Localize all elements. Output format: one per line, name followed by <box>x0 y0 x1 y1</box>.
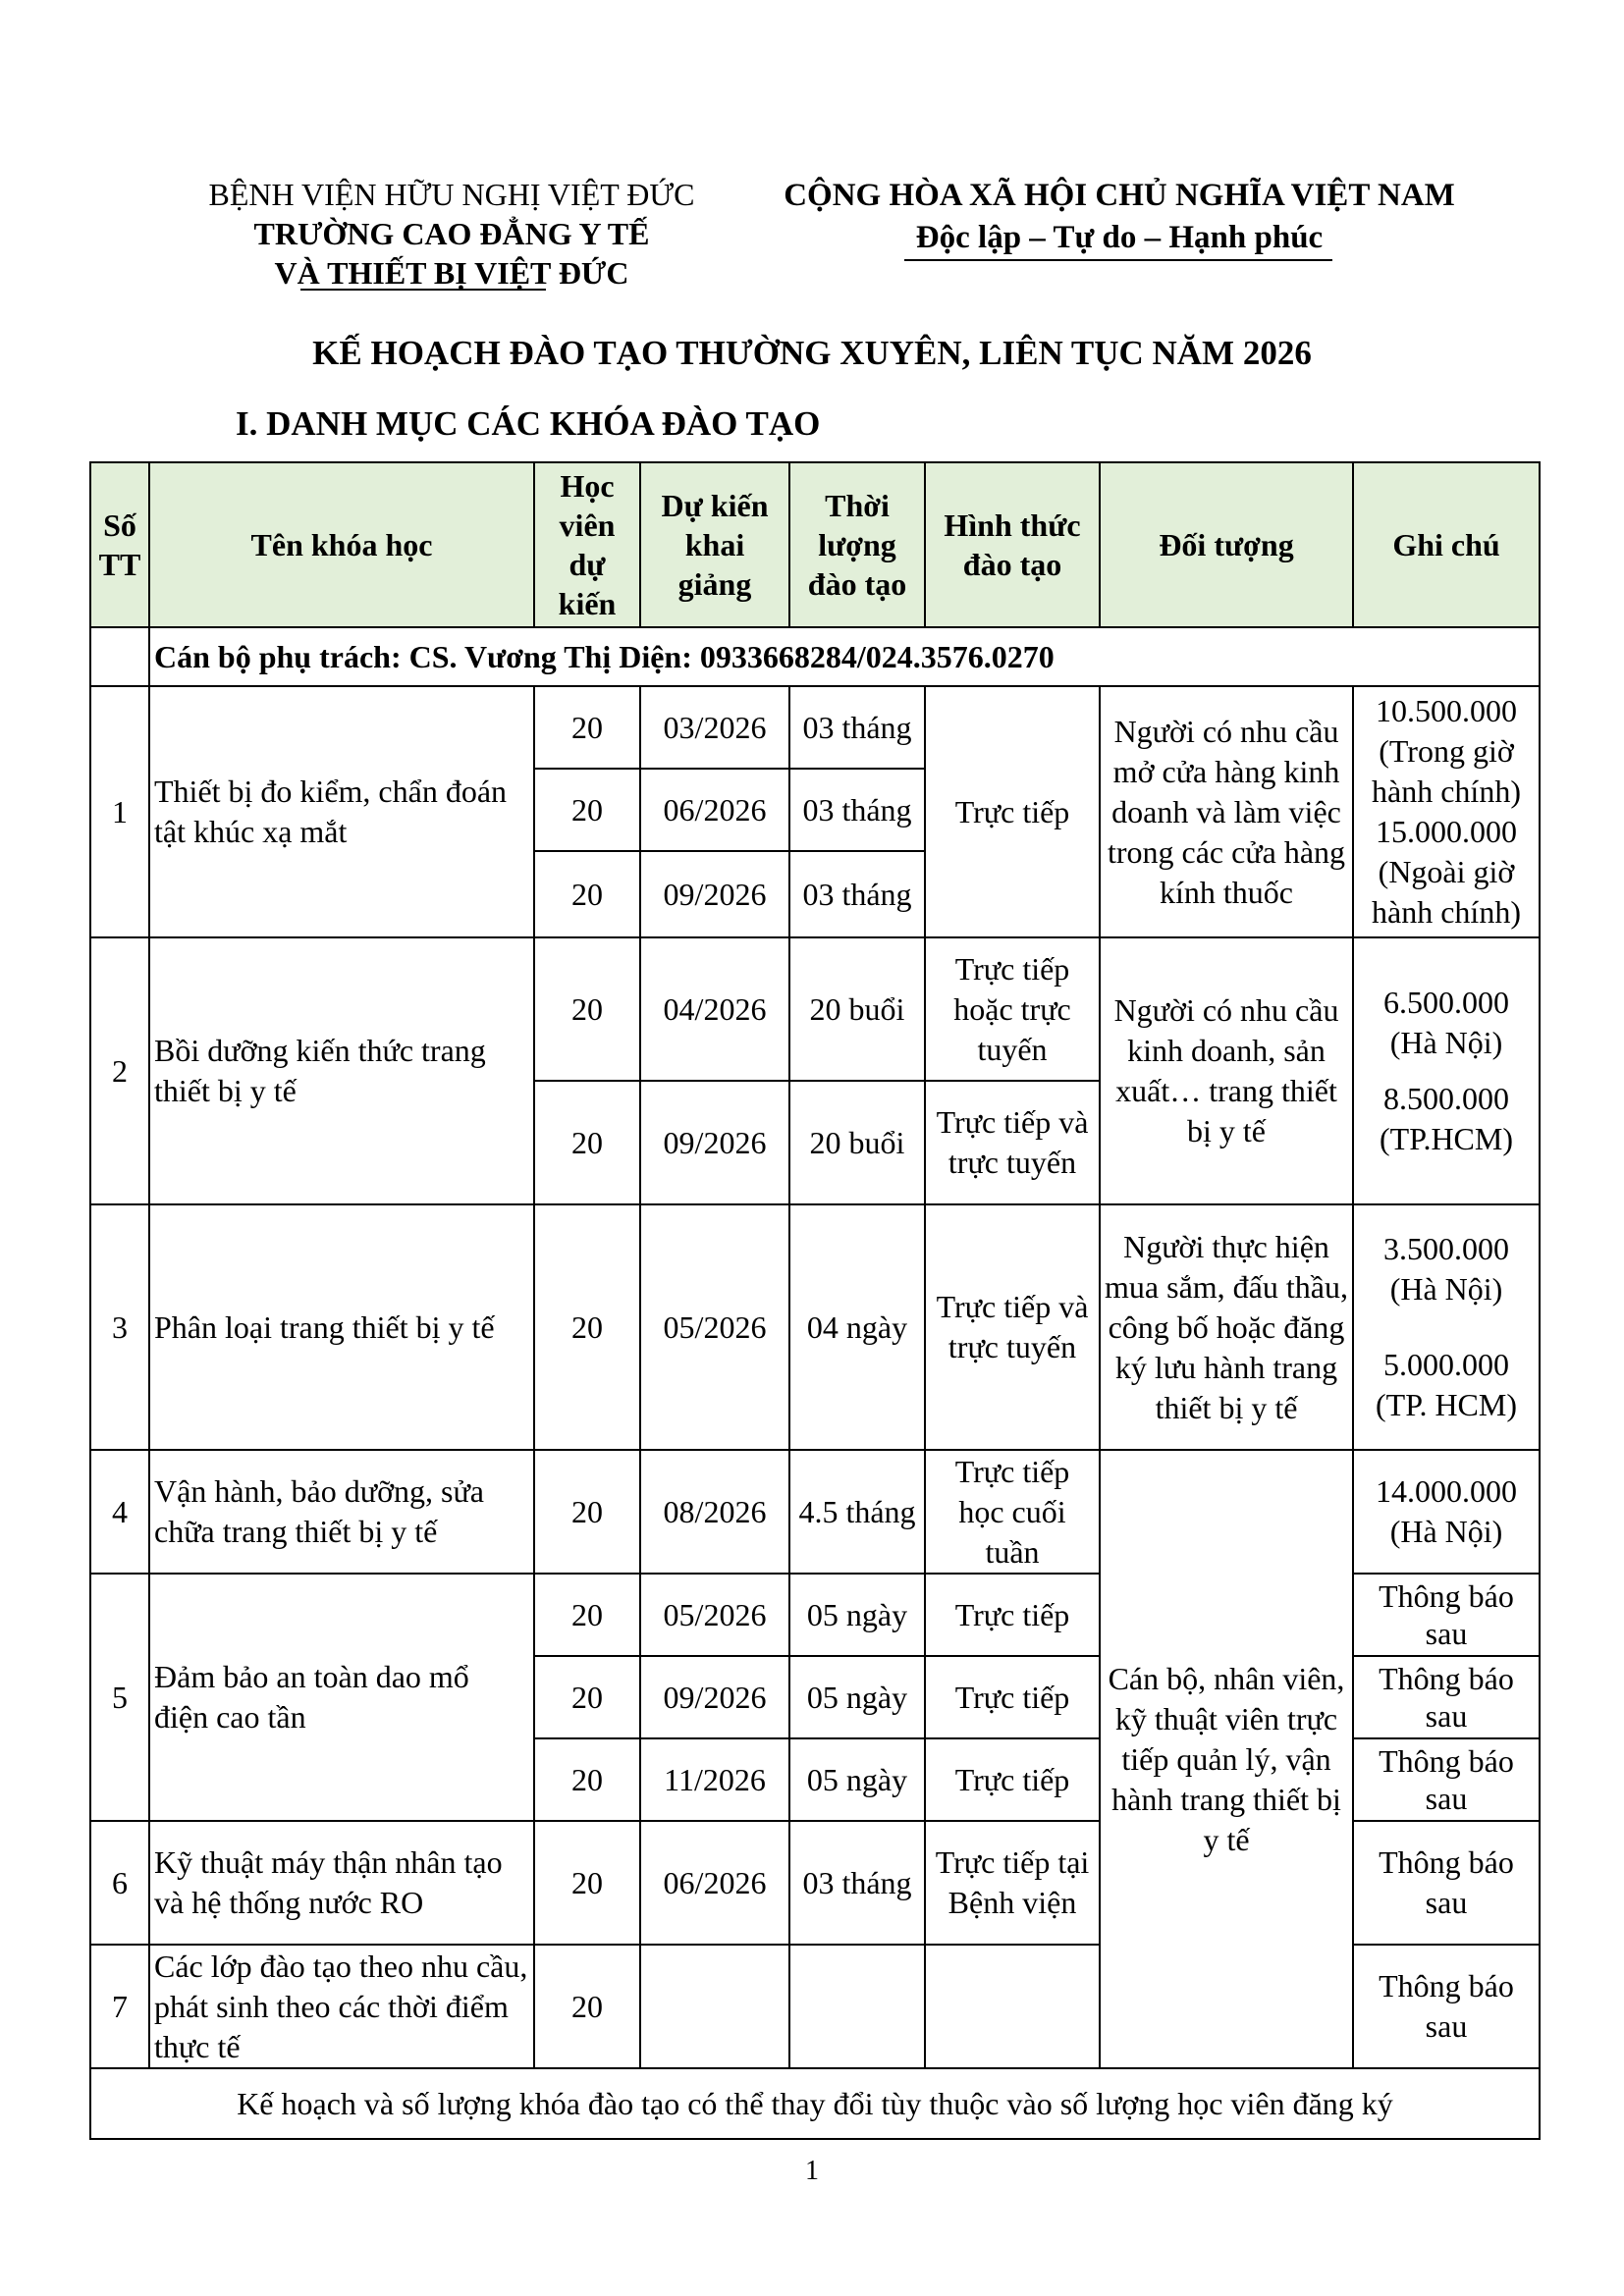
format-cell: Trực tiếp và trực tuyến <box>925 1081 1100 1204</box>
note-line: 8.500.000 (TP.HCM) <box>1379 1081 1513 1156</box>
start-cell: 06/2026 <box>640 769 789 851</box>
course-stt: 1 <box>90 686 149 937</box>
country-name: CỘNG HÒA XÃ HỘI CHỦ NGHĨA VIỆT NAM <box>784 178 1455 213</box>
duration-cell: 03 tháng <box>789 851 925 937</box>
format-cell: Trực tiếp <box>925 1574 1100 1656</box>
course-name: Bồi dưỡng kiến thức trang thiết bị y tế <box>149 937 534 1204</box>
table-header-row <box>90 462 1540 627</box>
course-stt: 6 <box>90 1821 149 1945</box>
students-cell: 20 <box>534 937 640 1081</box>
responsible-row <box>90 627 1540 686</box>
duration-cell: 05 ngày <box>789 1574 925 1656</box>
start-cell: 09/2026 <box>640 1656 789 1738</box>
students-cell: 20 <box>534 686 640 769</box>
format-cell: Trực tiếp học cuối tuần <box>925 1450 1100 1574</box>
format-cell: Trực tiếp hoặc trực tuyến <box>925 937 1100 1081</box>
col-header-note: Ghi chú <box>1353 462 1540 627</box>
students-cell: 20 <box>534 1738 640 1821</box>
students-cell: 20 <box>534 1081 640 1204</box>
duration-cell: 04 ngày <box>789 1204 925 1450</box>
duration-cell: 03 tháng <box>789 1821 925 1945</box>
students-cell: 20 <box>534 1204 640 1450</box>
duration-cell: 4.5 tháng <box>789 1450 925 1574</box>
format-cell: Trực tiếp <box>925 686 1100 937</box>
students-cell: 20 <box>534 1821 640 1945</box>
col-header-course: Tên khóa học <box>149 462 534 627</box>
students-cell: 20 <box>534 1945 640 2068</box>
course-stt: 3 <box>90 1204 149 1450</box>
duration-cell: 03 tháng <box>789 769 925 851</box>
note-cell <box>1353 937 1540 1204</box>
course-table <box>89 461 1541 2140</box>
students-cell: 20 <box>534 1656 640 1738</box>
duration-cell: 03 tháng <box>789 686 925 769</box>
course-name: Thiết bị đo kiểm, chẩn đoán tật khúc xạ mắt <box>149 686 534 937</box>
format-cell: Trực tiếp và trực tuyến <box>925 1204 1100 1450</box>
start-cell: 09/2026 <box>640 851 789 937</box>
format-cell: Trực tiếp <box>925 1738 1100 1821</box>
start-cell: 05/2026 <box>640 1574 789 1656</box>
start-cell: 04/2026 <box>640 937 789 1081</box>
note-cell: 10.500.000 (Trong giờ hành chính) 15.000.000 (Ngoài giờ hành chính) <box>1353 686 1540 937</box>
students-cell: 20 <box>534 1450 640 1574</box>
table-row <box>90 937 1540 1081</box>
college-name-line2: VÀ THIẾT BỊ VIỆT ĐỨC <box>274 255 629 291</box>
table-row <box>90 1450 1540 1574</box>
students-cell: 20 <box>534 851 640 937</box>
course-name: Vận hành, bảo dưỡng, sửa chữa trang thiết bị y tế <box>149 1450 534 1574</box>
course-stt: 5 <box>90 1574 149 1821</box>
note-cell: 14.000.000 (Hà Nội) <box>1353 1450 1540 1574</box>
section-title: I. DANH MỤC CÁC KHÓA ĐÀO TẠO <box>236 404 821 443</box>
duration-cell <box>789 1945 925 2068</box>
duration-cell: 05 ngày <box>789 1656 925 1738</box>
note-line: 3.500.000 (Hà Nội) <box>1383 1231 1509 1307</box>
duration-cell: 20 buổi <box>789 1081 925 1204</box>
course-name: Kỹ thuật máy thận nhân tạo và hệ thống nước RO <box>149 1821 534 1945</box>
format-cell <box>925 1945 1100 2068</box>
responsible-person: Cán bộ phụ trách: CS. Vương Thị Diện: 0933668284/024.3576.0270 <box>149 627 1540 686</box>
note-cell <box>1353 1204 1540 1450</box>
duration-cell: 05 ngày <box>789 1738 925 1821</box>
course-stt: 7 <box>90 1945 149 2068</box>
course-name: Đảm bảo an toàn dao mổ điện cao tần <box>149 1574 534 1821</box>
note-cell: Thông báo sau <box>1353 1738 1540 1821</box>
start-cell: 11/2026 <box>640 1738 789 1821</box>
students-cell: 20 <box>534 769 640 851</box>
col-header-start: Dự kiến khai giảng <box>640 462 789 627</box>
hospital-name: BỆNH VIỆN HỮU NGHỊ VIỆT ĐỨC <box>208 177 695 212</box>
start-cell <box>640 1945 789 2068</box>
note-cell: Thông báo sau <box>1353 1656 1540 1738</box>
duration-cell: 20 buổi <box>789 937 925 1081</box>
college-name-line1: TRƯỜNG CAO ĐẲNG Y TẾ <box>253 216 650 251</box>
note-line: 6.500.000 (Hà Nội) <box>1383 985 1509 1060</box>
note-cell: Thông báo sau <box>1353 1821 1540 1945</box>
col-header-students: Học viên dự kiến <box>534 462 640 627</box>
page-number: 1 <box>805 2156 819 2186</box>
header-left <box>177 175 727 293</box>
col-header-stt: Số TT <box>90 462 149 627</box>
document-title: KẾ HOẠCH ĐÀO TẠO THƯỜNG XUYÊN, LIÊN TỤC NĂM 2026 <box>312 334 1312 372</box>
course-name: Các lớp đào tạo theo nhu cầu, phát sinh theo các thời điểm thực tế <box>149 1945 534 2068</box>
note-cell: Thông báo sau <box>1353 1574 1540 1656</box>
format-cell: Trực tiếp <box>925 1656 1100 1738</box>
header-left-underline <box>300 289 546 291</box>
header-right-underline <box>904 259 1332 261</box>
table-row <box>90 686 1540 769</box>
audience-cell: Người có nhu cầu mở cửa hàng kinh doanh và làm việc trong các cửa hàng kính thuốc <box>1100 686 1353 937</box>
audience-cell: Cán bộ, nhân viên, kỹ thuật viên trực tiếp quản lý, vận hành trang thiết bị y tế <box>1100 1450 1353 2068</box>
start-cell: 06/2026 <box>640 1821 789 1945</box>
table-footer-note: Kế hoạch và số lượng khóa đào tạo có thể thay đổi tùy thuộc vào số lượng học viên đăng ký <box>90 2068 1540 2139</box>
note-cell: Thông báo sau <box>1353 1945 1540 2068</box>
students-cell: 20 <box>534 1574 640 1656</box>
start-cell: 03/2026 <box>640 686 789 769</box>
course-stt: 4 <box>90 1450 149 1574</box>
start-cell: 08/2026 <box>640 1450 789 1574</box>
note-line: 5.000.000 (TP. HCM) <box>1375 1347 1517 1422</box>
national-motto: Độc lập – Tự do – Hạnh phúc <box>915 220 1324 255</box>
footer-row <box>90 2068 1540 2139</box>
course-stt: 2 <box>90 937 149 1204</box>
audience-cell: Người có nhu cầu kinh doanh, sản xuất… trang thiết bị y tế <box>1100 937 1353 1204</box>
course-name: Phân loại trang thiết bị y tế <box>149 1204 534 1450</box>
audience-cell: Người thực hiện mua sắm, đấu thầu, công bố hoặc đăng ký lưu hành trang thiết bị y tế <box>1100 1204 1353 1450</box>
table-row <box>90 1204 1540 1450</box>
format-cell: Trực tiếp tại Bệnh viện <box>925 1821 1100 1945</box>
col-header-format: Hình thức đào tạo <box>925 462 1100 627</box>
col-header-duration: Thời lượng đào tạo <box>789 462 925 627</box>
start-cell: 09/2026 <box>640 1081 789 1204</box>
header-right <box>766 175 1473 259</box>
start-cell: 05/2026 <box>640 1204 789 1450</box>
col-header-audience: Đối tượng <box>1100 462 1353 627</box>
